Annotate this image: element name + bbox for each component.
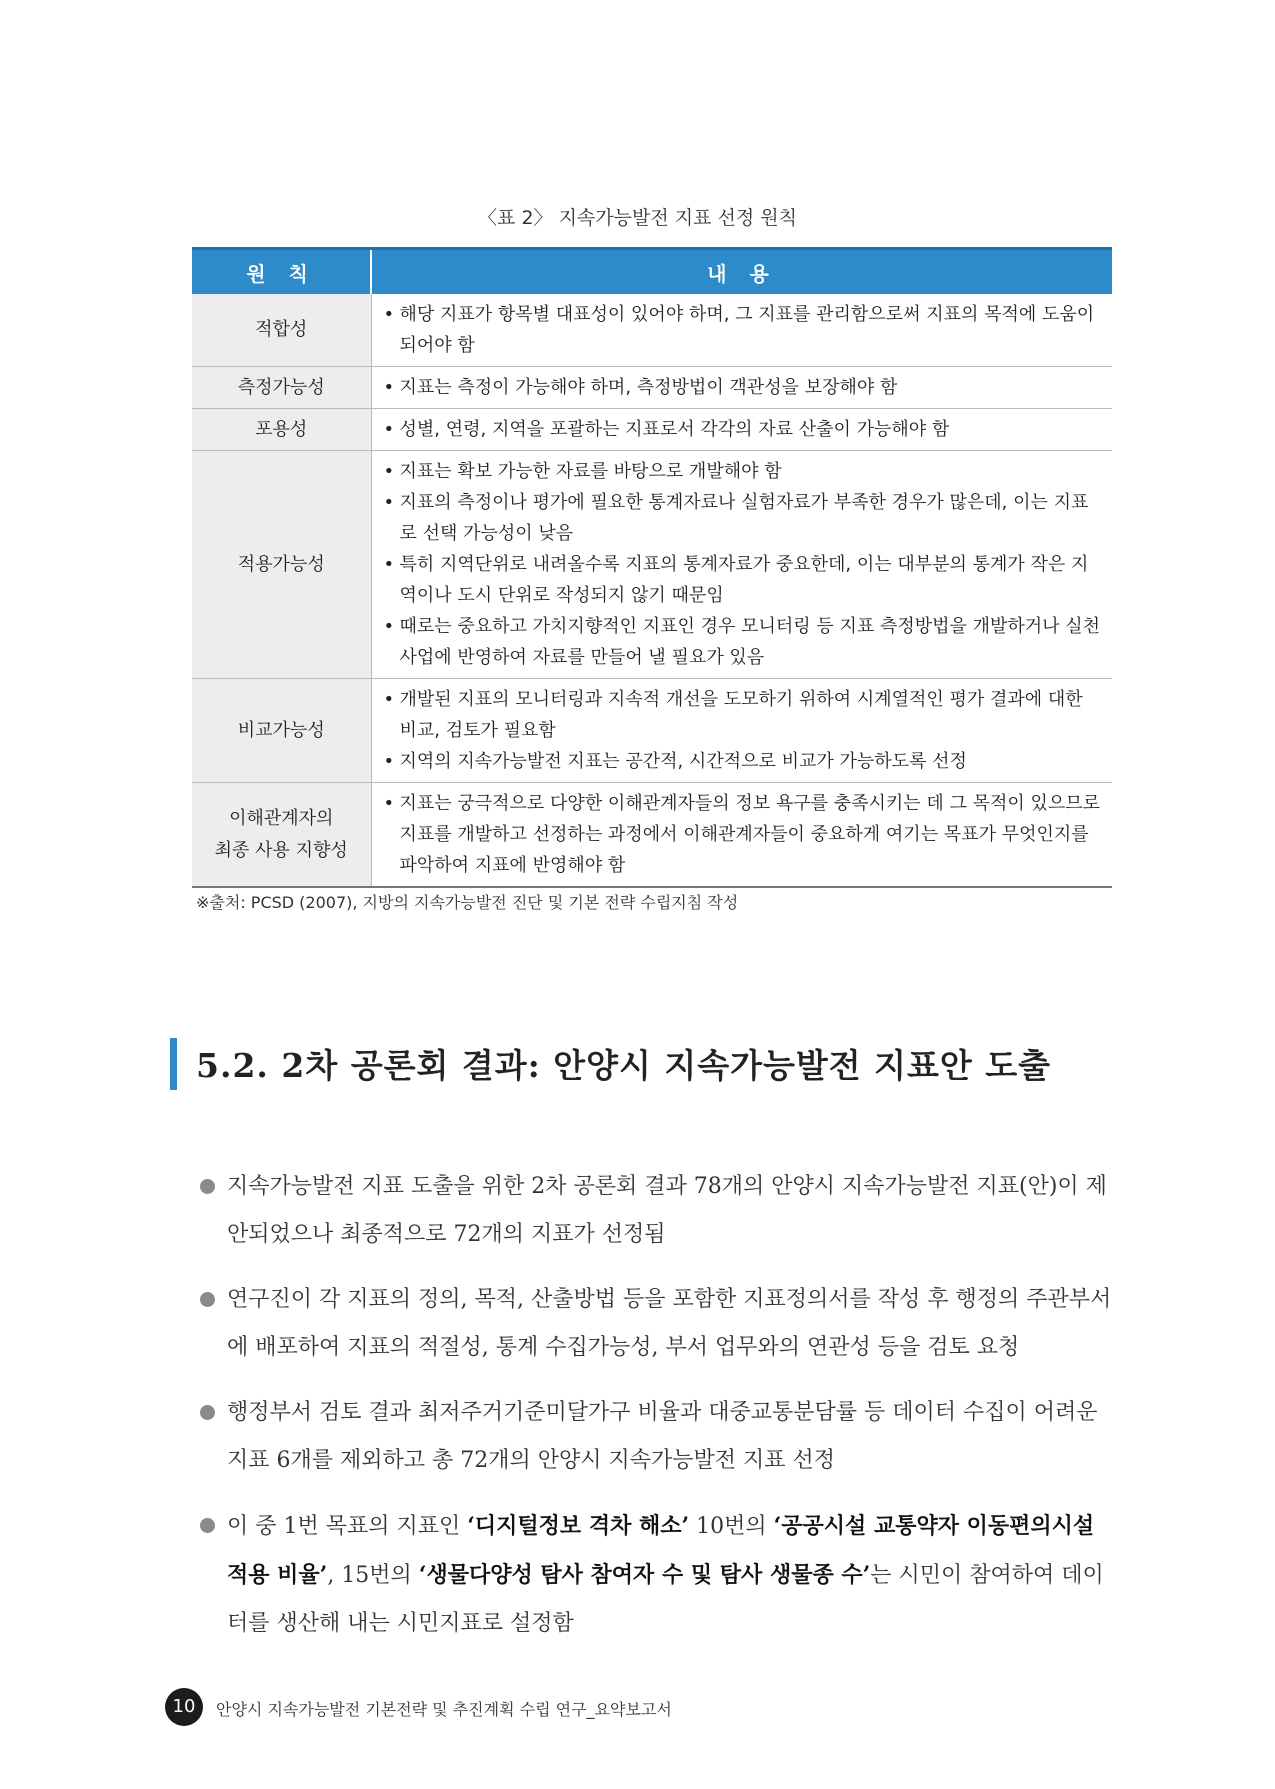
principle-cell: 적용가능성 xyxy=(192,451,371,679)
list-item xyxy=(200,1163,1113,1259)
section-bullet-list xyxy=(200,1163,1113,1665)
table-row xyxy=(192,783,1112,888)
content-bullet: • 해당 지표가 항목별 대표성이 있어야 하며, 그 지표를 관리함으로써 지표의 목적에 도움이 되어야 함 xyxy=(384,299,1105,361)
principle-cell: 포용성 xyxy=(192,409,371,451)
content-cell xyxy=(371,367,1112,409)
principle-cell: 적합성 xyxy=(192,294,371,367)
table-row xyxy=(192,367,1112,409)
principle-line: 최종 사용 지향성 xyxy=(214,839,348,861)
section-title: 5.2. 2차 공론회 결과: 안양시 지속가능발전 지표안 도출 xyxy=(196,1046,1052,1085)
bullet-text-part: , 15번의 xyxy=(327,1563,419,1588)
content-cell xyxy=(371,783,1112,888)
content-cell xyxy=(371,409,1112,451)
footer-doc-title: 안양시 지속가능발전 기본전략 및 추진계획 수립 연구_요약보고서 xyxy=(216,1700,672,1719)
principle-line: 이해관계자의 xyxy=(229,807,334,829)
content-cell xyxy=(371,679,1112,783)
header-content: 내 용 xyxy=(371,249,1112,295)
table-caption: 〈표 2〉 지속가능발전 지표 선정 원칙 xyxy=(478,207,797,229)
bullet-text: 연구진이 각 지표의 정의, 목적, 산출방법 등을 포함한 지표정의서를 작성 후 행정의 주관부서에 배포하여 지표의 적절성, 통계 수집가능성, 부서 업무와의 연관성 등을 검토 요청 xyxy=(227,1287,1112,1360)
content-bullet: • 지표의 측정이나 평가에 필요한 통계자료나 실험자료가 부족한 경우가 많은데, 이는 지표로 선택 가능성이 낮음 xyxy=(384,487,1105,549)
content-bullet: • 특히 지역단위로 내려올수록 지표의 통계자료가 중요한데, 이는 대부분의 통계가 작은 지역이나 도시 단위로 작성되지 않기 때문임 xyxy=(384,549,1105,611)
content-bullet: • 때로는 중요하고 가치지향적인 지표인 경우 모니터링 등 지표 측정방법을 개발하거나 실천사업에 반영하여 자료를 만들어 낼 필요가 있음 xyxy=(384,611,1105,673)
bullet-dot-icon xyxy=(200,1179,215,1194)
table-row xyxy=(192,409,1112,451)
bullet-text-part: 이 중 1번 목표의 지표인 xyxy=(227,1514,468,1539)
bullet-text-part: 는 시민이 참여하여 데이터를 생산해 내는 시민지표로 설정함 xyxy=(227,1563,1104,1636)
list-item xyxy=(200,1389,1113,1485)
bullet-dot-icon xyxy=(200,1518,215,1533)
table-row xyxy=(192,679,1112,783)
table-row xyxy=(192,451,1112,679)
bold-term-digital-gap: ‘디지털정보 격차 해소’ xyxy=(467,1513,690,1539)
content-cell xyxy=(371,451,1112,679)
bullet-text: 행정부서 검토 결과 최저주거기준미달가구 비율과 대중교통분담률 등 데이터 수집이 어려운 지표 6개를 제외하고 총 72개의 안양시 지속가능발전 지표 선정 xyxy=(227,1400,1098,1473)
principle-cell xyxy=(192,783,371,888)
section-accent-bar xyxy=(170,1038,177,1090)
table-row xyxy=(192,294,1112,367)
content-bullet: • 지표는 확보 가능한 자료를 바탕으로 개발해야 함 xyxy=(384,456,1105,487)
header-principle: 원 칙 xyxy=(192,249,371,295)
principles-table xyxy=(192,247,1112,888)
content-bullet: • 지표는 측정이 가능해야 하며, 측정방법이 객관성을 보장해야 함 xyxy=(384,372,1105,403)
content-bullet: • 개발된 지표의 모니터링과 지속적 개선을 도모하기 위하여 시계열적인 평가 결과에 대한 비교, 검토가 필요함 xyxy=(384,684,1105,746)
bold-term-mobility: ‘공공시설 교통약자 이동편의시설 적용 비율’ xyxy=(227,1513,1095,1588)
table-header-row xyxy=(192,249,1112,295)
list-item xyxy=(200,1276,1113,1372)
bold-term-biodiversity: ‘생물다양성 탐사 참여자 수 및 탐사 생물종 수’ xyxy=(418,1562,871,1588)
bullet-text-part: 10번의 xyxy=(689,1514,774,1539)
content-cell xyxy=(371,294,1112,367)
principle-cell: 측정가능성 xyxy=(192,367,371,409)
content-bullet: • 성별, 연령, 지역을 포괄하는 지표로서 각각의 자료 산출이 가능해야 함 xyxy=(384,414,1105,445)
principle-cell: 비교가능성 xyxy=(192,679,371,783)
content-bullet: • 지표는 궁극적으로 다양한 이해관계자들의 정보 욕구를 충족시키는 데 그 목적이 있으므로 지표를 개발하고 선정하는 과정에서 이해관계자들이 중요하게 여기는 목표가 무엇인지를 파악하여 지표에 반영해야 함 xyxy=(384,788,1105,881)
bullet-dot-icon xyxy=(200,1405,215,1420)
list-item xyxy=(200,1502,1113,1648)
bullet-text: 지속가능발전 지표 도출을 위한 2차 공론회 결과 78개의 안양시 지속가능발전 지표(안)이 제안되었으나 최종적으로 72개의 지표가 선정됨 xyxy=(227,1174,1107,1247)
bullet-dot-icon xyxy=(200,1292,215,1307)
page-number: 10 xyxy=(165,1688,203,1726)
table-source: ※출처: PCSD (2007), 지방의 지속가능발전 진단 및 기본 전략 수립지침 작성 xyxy=(196,893,739,912)
content-bullet: • 지역의 지속가능발전 지표는 공간적, 시간적으로 비교가 가능하도록 선정 xyxy=(384,746,1105,777)
